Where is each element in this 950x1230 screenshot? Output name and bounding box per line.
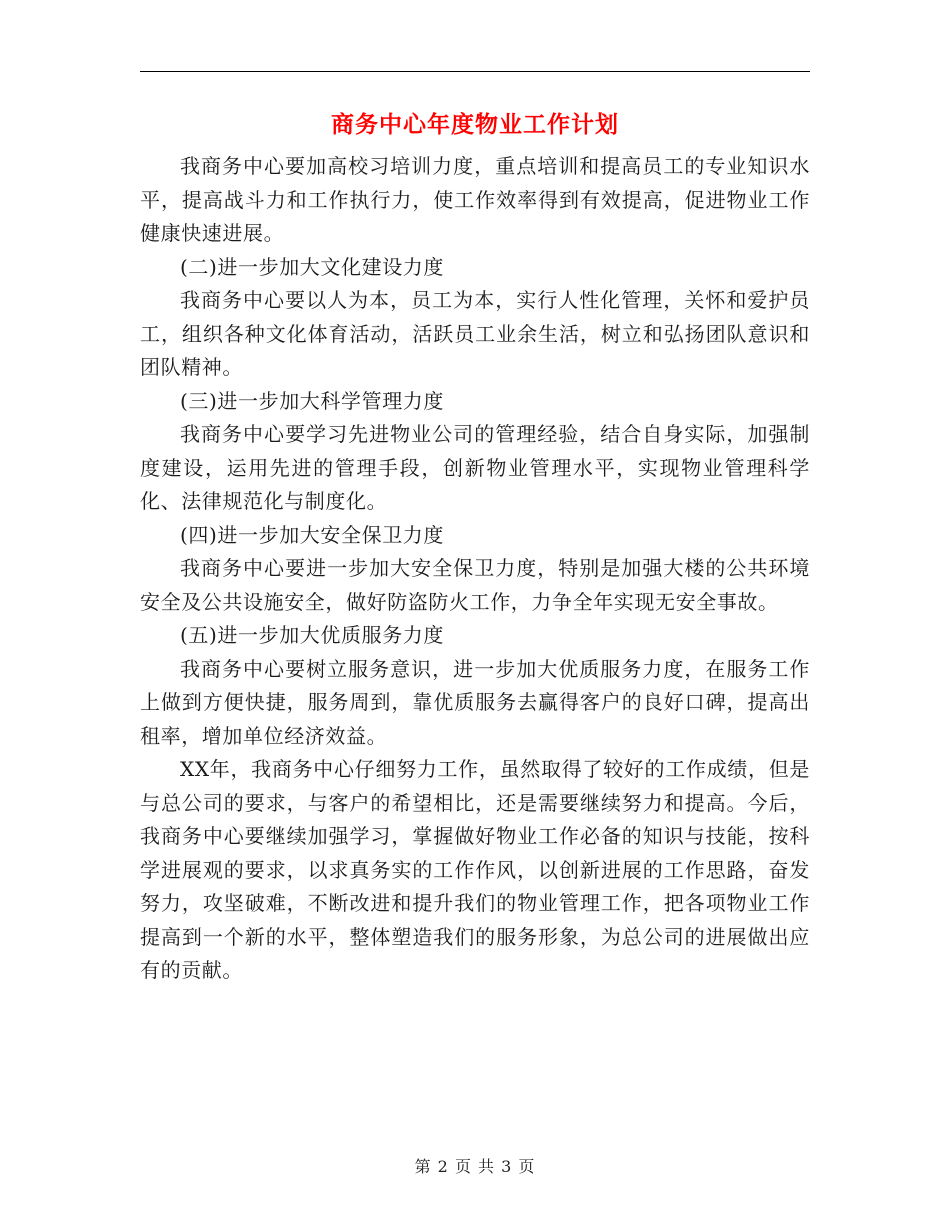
header-rule	[140, 71, 810, 72]
section-heading-service: (五)进一步加大优质服务力度	[180, 623, 445, 647]
paragraph-service: 我商务中心要树立服务意识，进一步加大优质服务力度，在服务工作上做到方便快捷，服务周到，靠优质服务去赢得客户的良好口碑，提高出租率，增加单位经济效益。	[140, 656, 810, 748]
paragraph-management: 我商务中心要学习先进物业公司的管理经验，结合自身实际，加强制度建设，运用先进的管理手段，创新物业管理水平，实现物业管理科学化、法律规范化与制度化。	[140, 422, 810, 513]
page-number: 第 2 页 共 3 页	[414, 1157, 536, 1176]
page-footer	[0, 1154, 950, 1177]
paragraph-security: 我商务中心要进一步加大安全保卫力度，特别是加强大楼的公共环境安全及公共设施安全，做好防盗防火工作，力争全年实现无安全事故。	[140, 556, 810, 614]
section-heading-security: (四)进一步加大安全保卫力度	[180, 522, 445, 547]
paragraph-summary: XX年，我商务中心仔细努力工作，虽然取得了较好的工作成绩，但是与总公司的要求，与客户的希望相比，还是需要继续努力和提高。今后，我商务中心要继续加强学习，掌握做好物业工作必备的知识与技能，按科学进展观的要求，以求真务实的工作作风，以创新进展的工作思路，奋发努力，攻坚破难，不断改进和提升我们的物业管理工作，把各项物业工作提高到一个新的水平，整体塑造我们的服务形象，为总公司的进展做出应有的贡献。	[140, 757, 810, 982]
paragraph-training: 我商务中心要加高校习培训力度，重点培训和提高员工的专业知识水平，提高战斗力和工作执行力，使工作效率得到有效提高，促进物业工作健康快速进展。	[140, 154, 810, 245]
document-title: 商务中心年度物业工作计划	[331, 111, 619, 138]
document-body	[140, 150, 810, 988]
section-heading-culture: (二)进一步加大文化建设力度	[180, 254, 445, 279]
section-heading-management: (三)进一步加大科学管理力度	[180, 388, 445, 413]
paragraph-culture: 我商务中心要以人为本，员工为本，实行人性化管理，关怀和爱护员工，组织各种文化体育活动，活跃员工业余生活，树立和弘扬团队意识和团队精神。	[140, 288, 810, 379]
